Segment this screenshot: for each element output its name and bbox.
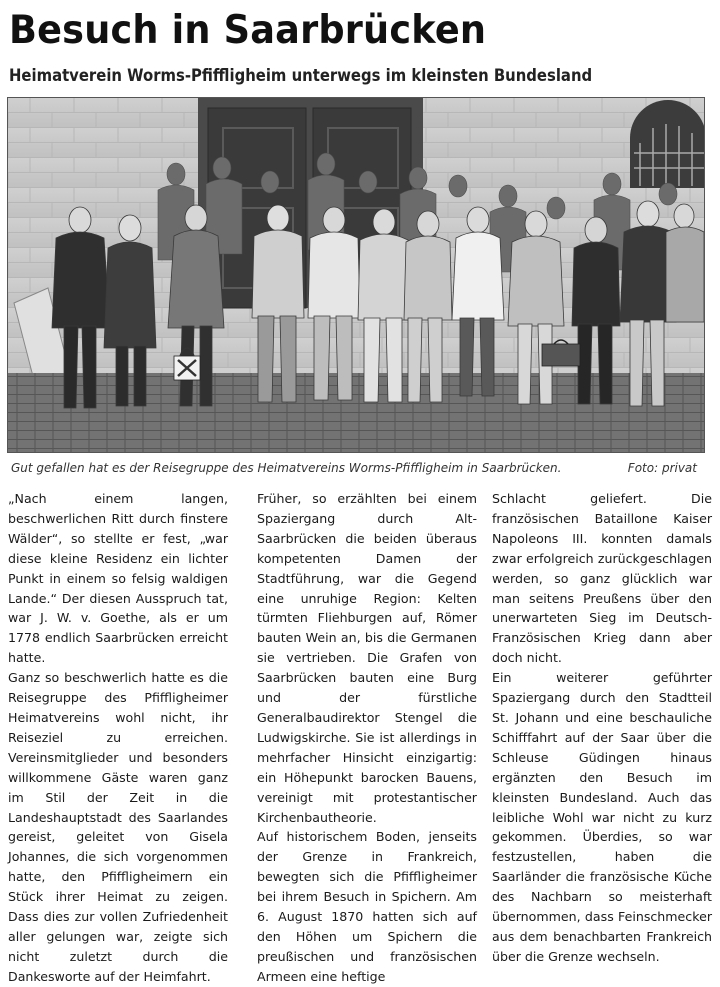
column-2-paragraph-2: Auf historischem Boden, jenseits der Grenze in Frankreich, bewegten sich die Pfiffligheimer bei ihrem Besuch in Spichern. Am 6. August 1870 hatten sich auf den Höhen um Spichern die preußischen und französischen Armeen eine heftige [257,829,477,984]
article-column-3 [492,489,712,967]
column-3-paragraph-1: Schlacht geliefert. Die französischen Bataillone Kaiser Napoleons III. konnten damals zwar erfolgreich zurückgeschlagen werden, so ganz glücklich war man seitens Preußens über den unerwarteten Sieg im Deutsch-Französischen Krieg dann aber doch nicht. [492,491,712,666]
article-column-2 [257,489,477,987]
photo-caption: Gut gefallen hat es der Reisegruppe des Heimatvereins Worms-Pfiffligheim in Saarbrücken. [11,461,562,475]
group-photo [7,97,705,453]
column-1-paragraph-1: „Nach einem langen, beschwerlichen Ritt durch finstere Wälder“, so stellte er fest, „war diese kleine Residenz ein lichter Punkt in einem so felsig waldigen Lande.“ Der diesen Ausspruch tat, war J. W. v. Goethe, als er um 1778 endlich Saarbrücken erreicht hatte. [8,491,228,666]
photo-credit: Foto: privat [627,461,697,475]
article-subheadline: Heimatverein Worms-Pfiffligheim unterwegs im kleinsten Bundesland [9,66,593,85]
column-2-paragraph-1: Früher, so erzählten bei einem Spaziergang durch Alt-Saarbrücken die beiden überaus kompetenten Damen der Stadtführung, war die Gegend eine unruhige Region: Kelten türmten Fliehburgen auf, Römer bauten Wein an, bis die Germanen sie vertrieben. Die Grafen von Saarbrücken bauten eine Burg und der fürstliche Generalbaudirektor Stengel die Ludwigskirche. Sie ist allerdings in mehrfacher Hinsicht einzigartig: ein Höhepunkt barocken Bauens, vereinigt mit protestantischer Kirchenbautheorie. [257,491,477,825]
photo-caption-row [11,458,701,478]
article-headline: Besuch in Saarbrücken [9,8,487,53]
column-1-paragraph-2: Ganz so beschwerlich hatte es die Reisegruppe des Pfiffligheimer Heimatvereins wohl nicht, ihr Reiseziel zu erreichen. Vereinsmitglieder und besonders willkommene Gäste waren ganz im Stil der Zeit in die Landeshauptstadt des Saarlandes gereist, geleitet von Gisela Johannes, die sich vorgenommen hatte, den Pfiffligheimern ein Stück ihrer Heimat zu zeigen. Dass dies zur vollen Zufriedenheit aller gelungen war, zeigte sich nicht zuletzt durch die Dankesworte auf der Heimfahrt. [8,670,228,984]
column-3-paragraph-2: Ein weiterer geführter Spaziergang durch den Stadtteil St. Johann und eine beschauliche Schifffahrt auf der Saar über die Schleuse Güdingen hinaus ergänzten den Besuch im kleinsten Bundesland. Auch das leibliche Wohl war nicht zu kurz gekommen. Überdies, so war festzustellen, haben die Saarländer die französische Küche des Nachbarn so meisterhaft übernommen, dass Feinschmecker aus dem benachbarten Frankreich über die Grenze wechseln. [492,670,712,964]
article-column-1 [8,489,228,987]
